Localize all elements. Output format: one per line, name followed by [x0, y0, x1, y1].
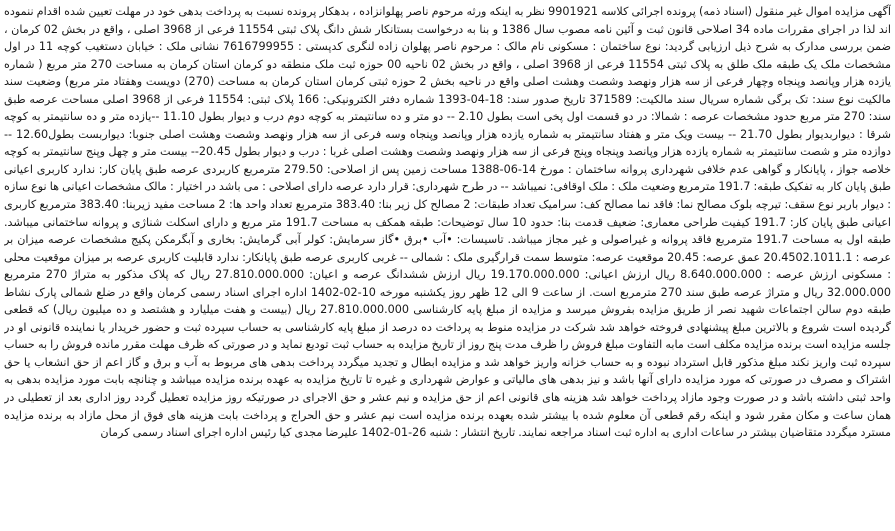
auction-notice-text: آگهی مزایده اموال غیر منقول (اسناد ذمه) پرونده اجرائی کلاسه 9901921 نظر به اینکه ورثه مرحوم ناصر پهلوانزاده ، بدهکار پرونده نسبت به پرداخت بدهی خود در مهلت تعیین شده اقدام ننموده اند لذا در اجرای مقررات ماده 34 اصلاحی قانون ثبت و آئین نامه مصوب سال 1386 و بنا به درخواست بستانکار شش دانگ پلاک ثبتی 11554 فرعی از 3968 اصلی ، واقع در بخش 02 کرمان ، ضمن بررسی مدارک به شرح ذیل ارزیابی گردید: نوع ساختمان : مسکونی نام مالک : مرحوم ناصر پهلوان زاده لنگری کدپستی : 7616799955 نشانی ملک : خیابان دستغیب کوچه 11 در اول مشخصات ملک یک طبقه ملک طلق به پلاک ثبتی 11554 فرعی از 3968 اصلی ، واقع در بخش 02 ناحیه 00 حوزه ثبت ملک منطقه دو کرمان استان کرمان به مساحت 270 متر مربع ( شماره یازده هزار وپانصد وپنجاه وچهار فرعی از سه هزار ونهصد وشصت وهشت اصلی واقع در ناحیه بخش 2 حوزه ثبتی کرمان استان کرمان به مساحت (270) دویست وهفتاد متر مربع) وضعیت سند مالکیت نوع سند: تک برگی شماره سریال سند مالکیت: 371589 تاریخ صدور سند: 18-04-1393 شماره دفتر الکترونیکی: 166 پلاک ثبتی: 11554 فرعی از 3968 اصلی مساحت عرصه طبق سند: 270 متر مربع حدود مشخصات عرصه : شمالا: در دو قسمت اول پخی است بطول 2.10 -- دو متر و ده سانتیمتر به کوچه دوم درب و دیوار بطول 11.10 --یازده متر و ده سانتیمتر به کوچه شرقا : دیواربدیوار بطول 21.70 -- بیست ویک متر و هفتاد سانتیمتر به شماره یازده هزار وپانصد وپنجاه وسه فرعی از سه هزار ونهصد وشصت وهشت اصلی جنوبا: دیواربست بطول12.60 -- دوازده متر و شصت سانتیمتر به شماره یازده هزار وپانصد وپنجاه وپنج فرعی از سه هزار ونهصد وشصت وهشت اصلی غربا : درب و دیوار بطول 20.45-- بیست متر و چهل وپنج سانتیمتر به کوچه خلاصه جواز ، پایانکار و گواهی عدم خلافی شهرداری پروانه ساختمان : مورخ 14-06-1388 مساحت زمین پس از اصلاحی: 279.50 مترمربع کاربردی عرصه طبق پایان کار: ندارد کاربری اعیانی طبق پایان کار به تفکیک طبقه: 191.7 مترمربع وضعیت ملک : ملک اوقافی: نمیباشد -- در طرح شهرداری: قرار دارد عرصه دارای اصلاحی : می باشد در اختیار : مالک مشخصات اعیانی ها نوع سازه : دیوار باربر نوع سقف: تیرچه بلوک مصالح نما: فاقد نما مصالح کف: سرامیک تعداد طبقات: 2 مصالح کل زیر بنا: 383.40 مترمربع تعداد واحد ها: 2 مساحت مفید زیربنا: 383.40 مترمربع کاربری اعیانی طبق پایان کار: 191.7 کیفیت طراحی معماری: ضعیف قدمت بنا: حدود 10 سال توضیحات: طبقه همکف به مساحت 191.7 متر مربع و دارای اسکلت شناژی و پروانه ساختمانی میباشد. طبقه اول به مساحت 191.7 مترمربع فاقد پروانه و غیراصولی و غیر مجاز میباشد. تاسیسات: •آب •برق •گاز سرمایش: کولر آبی گرمایش: بخاری و آبگرمکن پکیج مشخصات عرصه میزان بر عرصه : 20.4502.1011.1 عمق عرصه: 20.45 موقعیت عرصه: متوسط سمت قرارگیری ملک : شمالی -- غربی کاربری عرصه طبق پایانکار: ندارد قابلیت کاربری عرصه بر میزان موقعیت محلی : مسکونی ارزش عرصه : 8.640.000.000 ریال ارزش اعیانی: 19.170.000.000 ریال ارزش ششدانگ عرصه و اعیان: 27.810.000.000 ریال که پلاک مذکور به متراژ 270 مترمربع 32.000.000 ریال و متراژ عرصه طبق سند 270 مترمربع است. از ساعت 9 الی 12 ظهر روز یکشنبه مورخه 10-02-1402 اداره اجرای اسناد رسمی کرمان واقع در ضلع شمالی پارک نشاط طبقه دوم سالن اجتماعات شهید نصر از طریق مزایده بفروش میرسد و مزایده از مبلغ پایه کارشناسی 27.810.000.000 ریال (بیست و هفت میلیارد و هشتصد و ده میلیون ریال) که قطعی گردیده است شروع و بالاترین مبلغ پیشنهادی فروخته خواهد شد شرکت در مزایده منوط به پرداخت ده درصد از مبلغ پایه کارشناسی به حساب سپرده ثبت و حضور خریدار یا نماینده قانونی او در جلسه مزایده است برنده مزایده مکلف است مابه التفاوت مبلغ فروش را ظرف مدت پنج روز از تاریخ مزایده به حساب ثبت تودیع نماید و در صورتی که ظرف مهلت مقرر مانده فروش را به حساب سپرده ثبت واریز نکند مبلغ مذکور قابل استرداد نبوده و به حساب خزانه واریز خواهد شد و مزایده ابطال و تجدید میگردد پرداخت بدهی های مربوط به آب و برق و گاز اعم از حق انشعاب یا حق اشتراک و مصرف در صورتی که مورد مزایده دارای آنها باشد و نیز بدهی های مالیاتی و عوارض شهرداری و غیره تا تاریخ مزایده به عهده برنده مزایده میباشد و چنانچه بابت مورد مزایده بدهی به واحد ثبتی داشته باشد و در صورت وجود مازاد پرداخت خواهد شد هزینه های قانونی اعم از حق مزایده و نیم عشر و حق الاجرای در صورتیکه روز مزایده تعطیل گردد روز اداری بعد از تعطیلی در همان ساعت و مکان مقرر شود و اینکه رقم قطعی آن معلوم شده با بیشتر شده بعهده برنده مزایده است نیم عشر و حق الحراج و پرداخت بابت هزینه های فوق از محل مازاد به برنده مزایده مسترد میگردد متقاضیان بیشتر در ساعات اداری به اداره ثبت اسناد مراجعه نمایند. تاریخ انتشار : شنبه 26-01-1402 علیرضا مجدی کیا رئیس اداره اجرای اسناد رسمی کرمان	[4, 5, 891, 440]
